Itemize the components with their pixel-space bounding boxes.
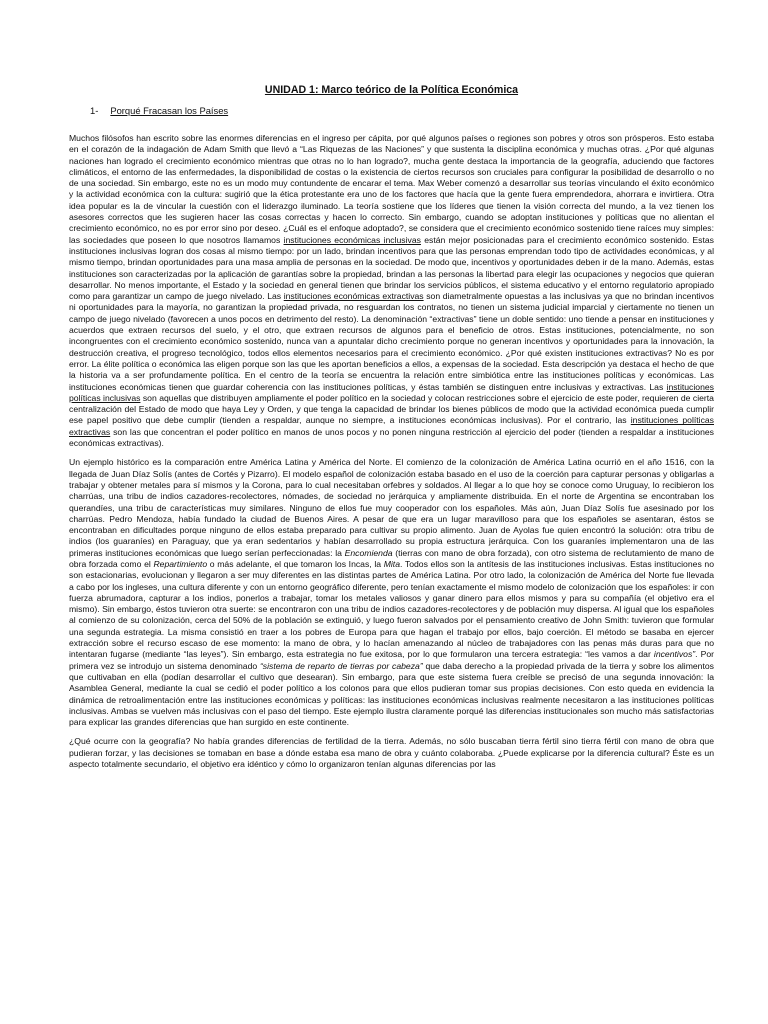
italic-term: Mita bbox=[383, 558, 400, 569]
paragraph-3: ¿Qué ocurre con la geografía? No había grandes diferencias de fertilidad de la tierra. Además, no sólo buscaban tierra fértil sino tierra fértil con mano de obra que pudieran forzar, y las decisiones se tomaban en base a dónde estaba esa mano de obra y cuánto colaboraba. ¿Puede explicarse por la diferencia cultural? Éste es un aspecto totalmente secundario, el objetivo era idéntico y cómo lo organizaron tenían algunas diferencias por las bbox=[69, 736, 714, 770]
paragraph-1 bbox=[69, 133, 714, 449]
section-number: 1- bbox=[90, 105, 99, 116]
paragraph-text: . Todos ellos son la antítesis de las instituciones inclusivas. Estas instituciones no son estacionarias, evolucionan y llegaron a ser muy diferentes en las distintas partes de América Latina. Por otro lado, la colonización de América del Norte fue llevada a cabo por los ingleses, una cultura diferente y con un entorno geográfico diferente, pero tenían exactamente el mismo modelo de colonización que los españoles: ir con fuerza abrumadora, capturar a los indios, ponerlos a trabajar, tomar los metales valiosos y ganar dinero para ellos mismos y para su compañía (el objetivo era el mismo). Sin embargo, éstos tuvieron otra suerte: se encontraron con una tribu de indios cazadores-recolectores y de población muy dispersa. Al igual que los españoles al comienzo de su colonización, cerca del 50% de la población se extinguió, y luego fueron salvados por el pensamiento creativo de John Smith: tuvieron que formular una segunda estrategia. La misma consistió en traer a los pobres de Europa para que hagan el trabajo por ellos, bajo coerción. El método se basaba en ejercer extracción sobre el recurso escaso de ese momento: la mano de obra, y lo hacían amenazando al núcleo de trabajadores con las penas más duras para que no intentaran fugarse (mediante “las leyes”). Sin embargo, esta estrategia no fue exitosa, por lo que formularon una tercera estrategia: “les vamos a dar bbox=[69, 558, 715, 660]
paragraph-text: son diametralmente opuestas a las inclusivas ya que no brindan incentivos ni oportunidades para la mayoría, no garantizan la propiedad privada, no resguardan los contratos, no tienen un sistema judicial imparcial y ciertamente no tienen un campo de juego nivelado (favorecen a unos pocos en detrimento del resto). La denominación “extractivas” tiene un doble sentido: uno tiende a pensar en instituciones y acuerdos que extraen recursos del suelo, y el otro, que extraen recursos de algunos para el beneficio de otros. Estas instituciones, potencialmente, no son incongruentes con el crecimiento económico sostenido, nunca van a apuntalar dicho crecimiento porque no generan incentivos y oportunidades para la innovación, la destrucción creativa, el progreso tecnológico, todos ellos elementos necesarios para el crecimiento económico. ¿Por qué existen instituciones extractivas? No es por error. La élite política o económica las eligen porque son las que les aportan beneficios a ellos, a expensas de la sociedad. Esta descripción ya destaca el hecho de que la historia va a ser profundamente política. En el centro de la teoría se encuentra la relación entre simbiótica entre las instituciones políticas y económicas. Las instituciones económicas tienen que guardar coherencia con las instituciones políticas, y éstas también se distinguen entre inclusivas y extractivas. Las bbox=[69, 291, 714, 392]
paragraph-text: o más adelante, el que tomaron los Incas, la bbox=[207, 558, 384, 569]
section-title: Porqué Fracasan los Países bbox=[110, 105, 229, 116]
italic-term: Encomienda bbox=[344, 547, 393, 558]
italic-term: incentivos” bbox=[653, 649, 696, 660]
section-heading bbox=[90, 105, 714, 116]
underlined-term: instituciones políticas extractivas bbox=[69, 415, 714, 437]
paragraph-2 bbox=[69, 457, 714, 728]
paragraph-text: Un ejemplo histórico es la comparación entre América Latina y América del Norte. El comienzo de la colonización de América Latina ocurrió en el año 1516, con la llegada de Juan Díaz Solís (antes de Cortés y Pizarro). El modelo español de colonización estaba basado en el uso de la coerción para capturar personas y obligarlas a trabajar y obtener metales para sí mismos y la Corona, para lo cual necesitaban orfebres y soldados. Al llegar a lo que hoy se conoce como Uruguay, lo recibieron los charrúas, una tribu de indios cazadores-recolectores, nómades, de sociedad no jerárquica y ampliamente distribuida. En el norte de Argentina se encontraban los querandíes, una tribu de características muy similares. Ninguno de ellos fue muy cooperador con los españoles. Más aún, Juan Díaz Solís fue asesinado por los charrúas. Pedro Mendoza, había fundado la ciudad de Buenos Aires. A pesar de que era un lugar maravilloso para que los españoles se asentaran, éstos se encontraban en dificultades porque ninguno de ellos estaba preparado para cultivar su propio alimento. Juan de Ayolas fue quien encontró la solución: otra tribu de indios (los guaraníes) en Paraguay, que ya eran sedentarios y habían desarrollado su propia estructura jerárquica. Con los guaraníes implementaron una de las primeras instituciones económicas que luego serían perfeccionadas: la bbox=[69, 457, 714, 558]
paragraph-text: . Por primera vez se introdujo un sistema denominado bbox=[69, 649, 715, 671]
paragraph-text: son aquellas que distribuyen ampliamente el poder político en la sociedad y colocan restricciones sobre el ejercicio de este poder, requieren de cierta centralización del Estado de modo que haya Ley y Orden, y que tenga la capacidad de brindar los bienes públicos de modo que la actividad económica pueda cumplir ese papel positivo que debe cumplir (tienden a respaldar, aunque no siempre, a instituciones económicas inclusivas). Por el contrario, las bbox=[69, 392, 714, 426]
underlined-term: instituciones económicas extractivas bbox=[283, 291, 424, 302]
paragraph-text: son las que concentran el poder político en manos de unos pocos y no ponen ninguna restricción al ejercicio del poder (tienden a respaldar a instituciones económicas extractivas). bbox=[69, 426, 714, 449]
paragraph-text: Muchos filósofos han escrito sobre las enormes diferencias en el ingreso per cápita, por qué algunos países o regiones son pobres y otros son prósperos. Esto estaba en el corazón de la indagación de Adam Smith que llevó a “Las Riquezas de las Naciones” y que sustenta la disciplina económica y muchas otras. ¿Por qué algunas naciones han logrado el crecimiento económico mientras que otras no lo han logrado?, mucha gente destaca la importancia de la geografía, aduciendo que factores climáticos, el entorno de las enfermedades, la disponibilidad de costas o la existencia de ciertos recursos son cruciales para configurar la posibilidad de desarrollo o no de una sociedad. Sin embargo, este no es un modo muy contundente de encarar el tema. Max Weber comenzó a desarrollar sus teorías vinculando el éxito económico y la actividad económica con la cultura: sugirió que la ética protestante era uno de los factores que hacía que la gente fuera emprendedora, ahorrara e invirtiera. Otra idea popular es la de vincular la cuestión con el liderazgo iluminado. La teoría sostiene que los líderes que tienen la visión correcta del mundo, a la vez tienen los asesores correctos que les sugieren hacer las cosas correctas y hacen lo correcto. Sin embargo, cuando se adoptan instituciones y políticas que no alientan el crecimiento económico, no es por error sino por deseo. ¿Cuál es el enfoque adoptado?, se considera que el crecimiento económico sostenido tiene raíces muy simples: las sociedades que poseen lo que nosotros llamamos bbox=[69, 133, 714, 245]
paragraph-text: que daba derecho a la propiedad privada de la tierra y sobre los alimentos que cultivaban en ella (podían desarrollar el cultivo que desearan). Sin embargo, para que este sistema fuera creíble se precisó de una segunda innovación: la Asamblea General, mediante la cual se cedió el poder político a los colonos para que ellos pudieran tomar sus propias decisiones. Con esto queda en evidencia la dinámica de retroalimentación entre las instituciones económicas y políticas: las instituciones económicas inclusivas realmente necesitaron a las instituciones políticas inclusivas. Ambas se vuelven más inclusivas con el paso del tiempo. Este ejemplo ilustra claramente porqué las diferencias institucionales son mucho más satisfactorias para explicar las grandes diferencias que han surgido en este continente. bbox=[69, 660, 714, 728]
document-title: UNIDAD 1: Marco teórico de la Política Económica bbox=[264, 84, 519, 96]
paragraph-text: (tierras con mano de obra forzada), con otro sistema de reclutamiento de mano de obra forzada como el bbox=[69, 547, 715, 569]
italic-term: Repartimiento bbox=[153, 558, 208, 569]
underlined-term: instituciones económicas inclusivas bbox=[283, 234, 421, 245]
underlined-term: instituciones políticas inclusivas bbox=[69, 381, 714, 403]
paragraph-text: están mejor posicionadas para el crecimiento económico sostenido. Estas instituciones inclusivas logran dos cosas al mismo tiempo: por un lado, brindan incentivos para que las personas emprendan todo tipo de actividades económicas, y al mismo tiempo, brindan oportunidades para una masa amplia de personas en la sociedad. De modo que, incentivos y oportunidades deben ir de la mano. Además, estas instituciones son caracterizadas por la aplicación de garantías sobre la propiedad, brindan a las personas la libertad para elegir las ocupaciones y negocios que quieran desarrollar. No menos importante, el Estado y la sociedad en general tienen que brindar los servicios públicos, el sistema educativo y el entorno regulatorio apropiado como para garantizar un campo de juego nivelado. Las bbox=[69, 234, 714, 302]
italic-term: “sistema de reparto de tierras por cabeza” bbox=[259, 660, 423, 671]
